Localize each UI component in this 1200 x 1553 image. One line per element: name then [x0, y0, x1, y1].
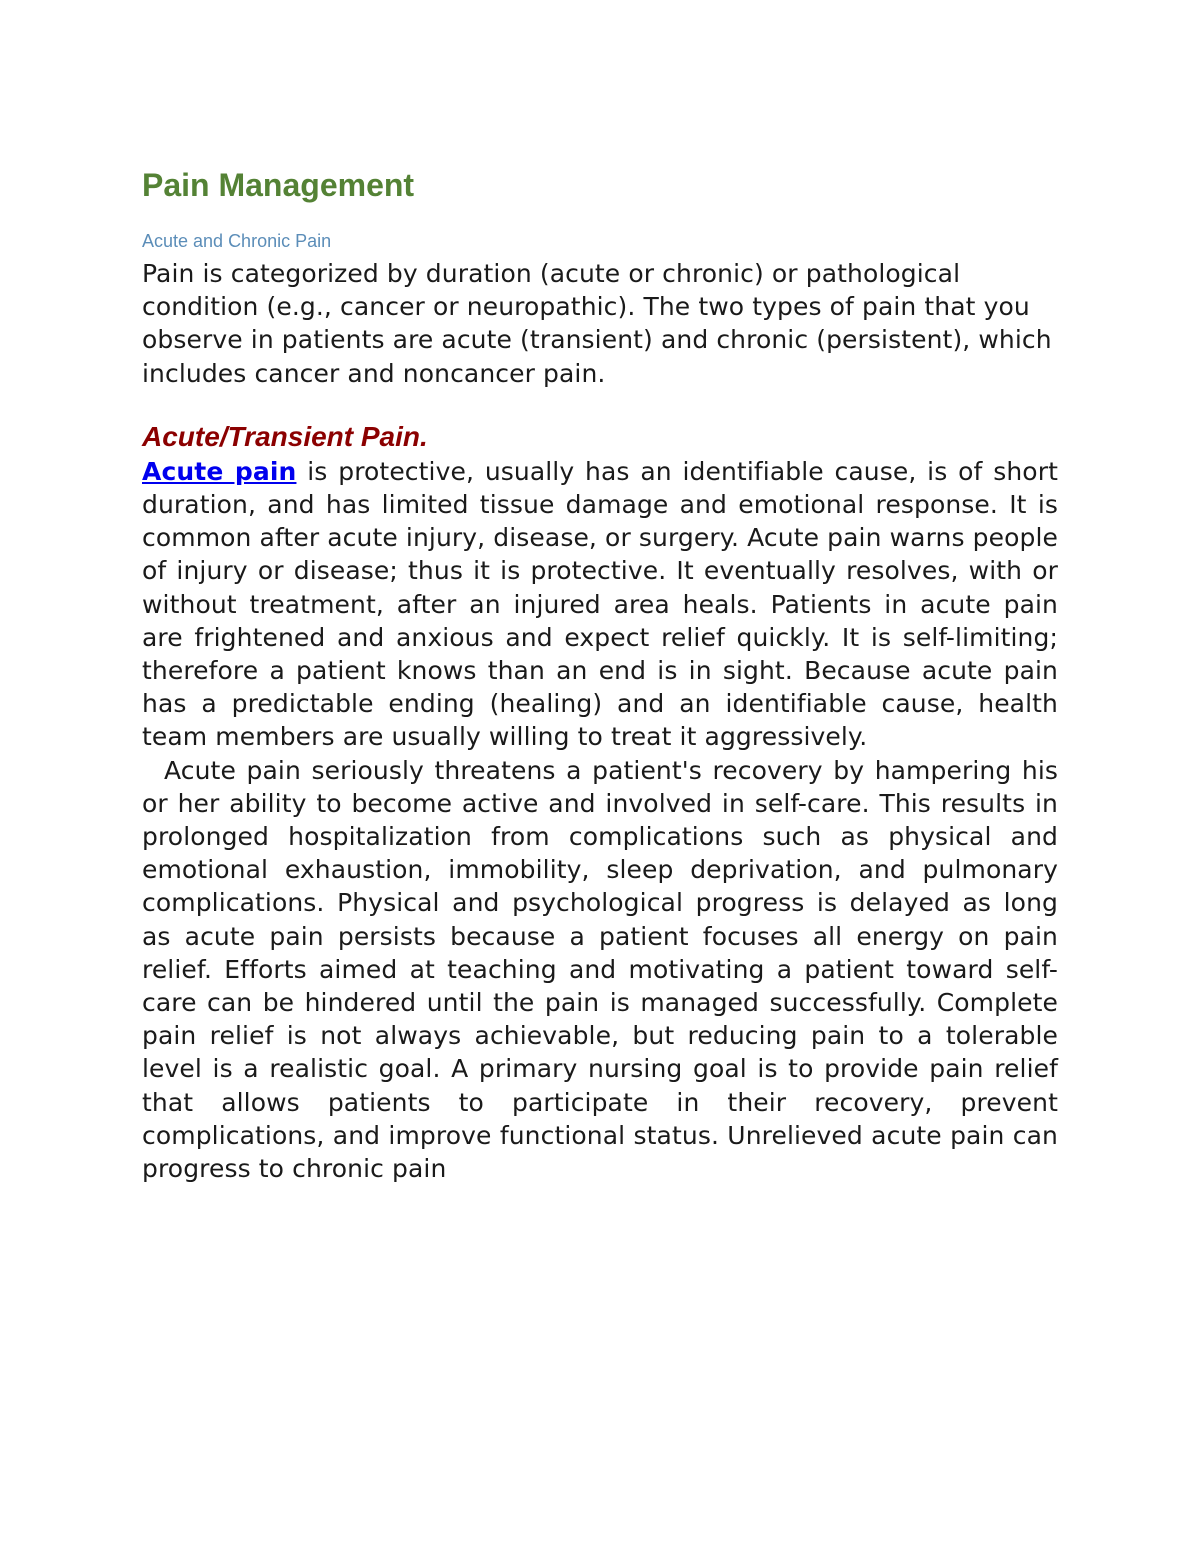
- acute-pain-threat-paragraph: Acute pain seriously threatens a patient's recovery by hampering his or her ability to become active and involved in self-care. This results in prolonged hospitalization from complications such as physical and emotional exhaustion, immobility, sleep deprivation, and pulmonary complications. Physical and psychological progress is delayed as long as acute pain persists because a patient focuses all energy on pain relief. Efforts aimed at teaching and motivating a patient toward self-care can be hindered until the pain is managed successfully. Complete pain relief is not always achievable, but reducing pain to a tolerable level is a realistic goal. A primary nursing goal is to provide pain relief that allows patients to participate in their recovery, prevent complications, and improve functional status. Unrelieved acute pain can progress to chronic pain: [142, 755, 1058, 1184]
- acute-pain-paragraph-text: is protective, usually has an identifiable cause, is of short duration, and has limited tissue damage and emotional response. It is common after acute injury, disease, or surgery. Acute pain warns people of injury or disease; thus it is protective. It eventually resolves, with or without treatment, after an injured area heals. Patients in acute pain are frightened and anxious and expect relief quickly. It is self-limiting; therefore a patient knows than an end is in sight. Because acute pain has a predictable ending (healing) and an identifiable cause, health team members are usually willing to treat it aggressively.: [142, 456, 1058, 752]
- section-heading: Acute/Transient Pain.: [142, 420, 428, 452]
- document-content: [142, 164, 1058, 1185]
- intro-paragraph: Pain is categorized by duration (acute or chronic) or pathological condition (e.g., cancer or neuropathic). The two types of pain that you observe in patients are acute (transient) and chronic (persistent), which includes cancer and noncancer pain.: [142, 259, 1052, 388]
- acute-pain-link[interactable]: Acute pain: [142, 456, 297, 486]
- page-title: Pain Management: [142, 167, 415, 203]
- acute-pain-paragraph: [142, 455, 1058, 754]
- page-subtitle: Acute and Chronic Pain: [142, 231, 332, 251]
